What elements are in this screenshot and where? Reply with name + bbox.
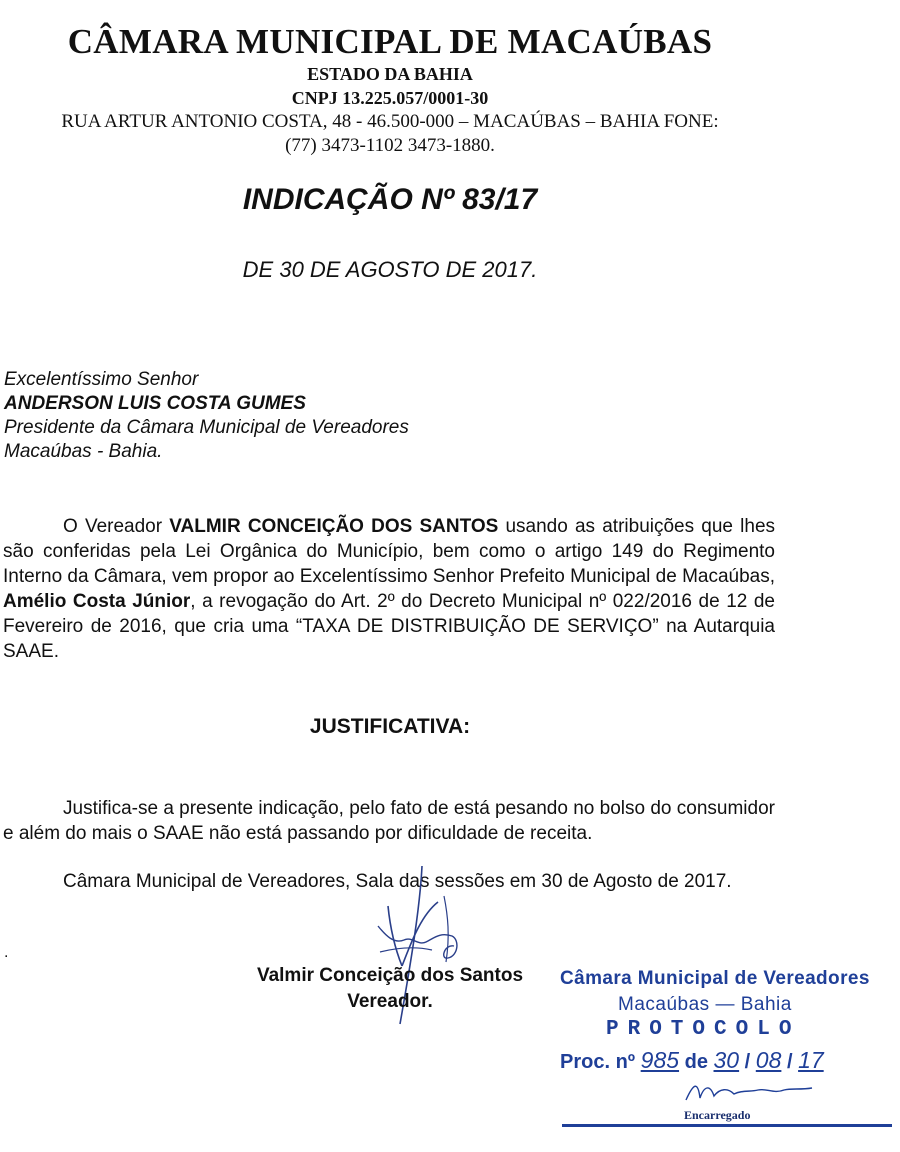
stamp-rule bbox=[562, 1124, 892, 1127]
document-number: INDICAÇÃO Nº 83/17 bbox=[242, 183, 538, 216]
stamp-de-label: de bbox=[684, 1051, 708, 1073]
institution-title: CÂMARA MUNICIPAL DE MACAÚBAS bbox=[67, 22, 713, 61]
stamp-initials-signature bbox=[680, 1078, 820, 1106]
stamp-month: 08 bbox=[755, 1047, 782, 1073]
proposal-paragraph bbox=[3, 514, 775, 664]
stamp-city: Macaúbas — Bahia bbox=[618, 994, 792, 1015]
justification-text: Justifica-se a presente indicação, pelo fato de está pesando no bolso do consumidor e além do mais o SAAE não está passando por dificuldade de receita. bbox=[3, 798, 775, 844]
address-line-1: RUA ARTUR ANTONIO COSTA, 48 - 46.500-000 – MACAÚBAS – BAHIA FONE: bbox=[61, 111, 719, 132]
councilor-name: VALMIR CONCEIÇÃO DOS SANTOS bbox=[169, 516, 499, 537]
justification-paragraph bbox=[3, 796, 775, 846]
document-date: DE 30 DE AGOSTO DE 2017. bbox=[242, 257, 538, 282]
closing-text: Câmara Municipal de Vereadores, Sala das sessões em 30 de Agosto de 2017. bbox=[63, 871, 732, 892]
address-line-2: (77) 3473-1102 3473-1880. bbox=[285, 135, 495, 156]
signer-name: Valmir Conceição dos Santos bbox=[256, 965, 524, 986]
stamp-proc-label: Proc. nº bbox=[560, 1051, 636, 1073]
state-line: ESTADO DA BAHIA bbox=[307, 64, 473, 84]
stray-dot: . bbox=[4, 944, 9, 961]
signature-block bbox=[200, 963, 580, 1015]
protocol-stamp bbox=[560, 968, 900, 1123]
cnpj-line: CNPJ 13.225.057/0001-30 bbox=[291, 88, 489, 108]
justification-heading: JUSTIFICATIVA: bbox=[309, 715, 471, 738]
p1-text-c: usando as atribuições que lhes são conferidas pela Lei Orgânica do Município, bem como o artigo 149 do Regimento Interno da Câmara, vem propor ao Excelentíssimo Senhor Prefeito Municipal de Macaúbas, bbox=[3, 516, 776, 587]
stamp-day: 30 bbox=[713, 1047, 740, 1073]
addressee-block bbox=[4, 368, 409, 464]
stamp-year: 17 bbox=[798, 1047, 824, 1073]
addressee-role: Presidente da Câmara Municipal de Vereadores bbox=[4, 417, 409, 438]
p1-text-e: , a revogação do Art. 2º do Decreto Municipal nº 022/2016 de 12 de Fevereiro de 2016, que cria uma “TAXA DE DISTRIBUIÇÃO DE SERVIÇO” na Autarquia SAAE. bbox=[3, 591, 775, 662]
addressee-salutation: Excelentíssimo Senhor bbox=[4, 369, 199, 390]
mayor-name: Amélio Costa Júnior bbox=[3, 591, 191, 612]
addressee-place: Macaúbas - Bahia. bbox=[4, 441, 163, 462]
stamp-institution: Câmara Municipal de Vereadores bbox=[560, 968, 870, 989]
addressee-name: ANDERSON LUIS COSTA GUMES bbox=[4, 393, 306, 414]
stamp-responsible-label: Encarregado bbox=[684, 1108, 751, 1122]
p1-text-a: O Vereador bbox=[63, 516, 170, 537]
stamp-process-line: Proc. nº 985 de 30 / 08 / 17 bbox=[560, 1047, 824, 1073]
stamp-protocol-label: PROTOCOLO bbox=[606, 1018, 801, 1041]
signer-title: Vereador. bbox=[347, 991, 433, 1012]
stamp-proc-number: 985 bbox=[640, 1047, 680, 1073]
